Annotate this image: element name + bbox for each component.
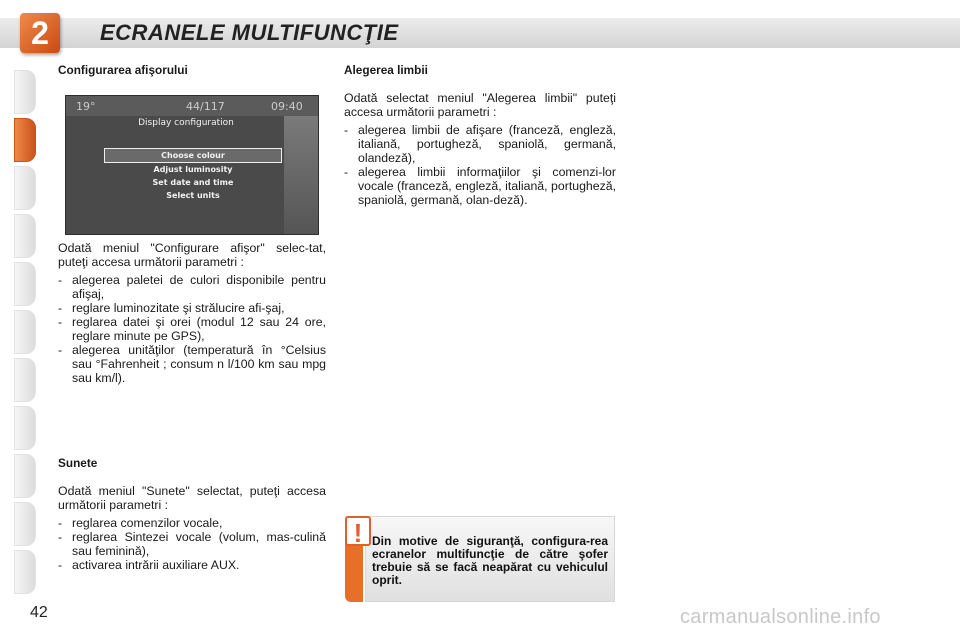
list-item: - activarea intrării auxiliare AUX. xyxy=(58,558,326,572)
config-body xyxy=(58,241,326,385)
screen-status-bar xyxy=(66,96,318,116)
chapter-tab-1[interactable] xyxy=(14,70,36,114)
screen-status: 44/117 xyxy=(186,100,225,113)
chapter-tab-2-active[interactable] xyxy=(14,118,36,162)
screen-clock: 09:40 xyxy=(271,100,303,113)
warning-text: Din motive de siguranţă, configura-rea ecranelor multifuncţie de către şofer trebuie să se facă neapărat cu vehiculul oprit. xyxy=(365,516,615,602)
chapter-tabs xyxy=(14,70,36,598)
sound-list xyxy=(58,516,326,572)
page-number: 42 xyxy=(30,604,48,621)
screen-menu-item: Set date and time xyxy=(152,178,234,187)
display-screenshot xyxy=(65,95,319,235)
page-header xyxy=(0,0,960,52)
page-title: ECRANELE MULTIFUNCŢIE xyxy=(100,20,399,45)
sound-heading: Sunete xyxy=(58,456,98,470)
config-heading: Configurarea afişorului xyxy=(58,63,188,77)
screen-menu-item: Adjust luminosity xyxy=(153,165,233,174)
sound-section xyxy=(58,456,326,572)
config-intro: Odată meniul "Configurare afişor" selec-tat, puteţi accesa următorii parametri : xyxy=(58,241,326,269)
language-list xyxy=(344,123,616,207)
list-item: - reglarea datei şi orei (modul 12 sau 24 ore, reglare minute pe GPS), xyxy=(58,315,326,343)
list-item: - alegerea limbii informaţiilor şi comenzi-lor vocale (franceză, engleză, italiană, portugheză, spaniolă, germană, olan-deză). xyxy=(344,165,616,207)
screen-menu-item: Choose colour xyxy=(104,148,282,163)
safety-warning xyxy=(345,516,615,602)
screen-menu-item: Select units xyxy=(166,191,220,200)
language-section xyxy=(344,63,616,207)
chapter-tab-10[interactable] xyxy=(14,502,36,546)
list-item: - reglare luminozitate şi strălucire afi-şaj, xyxy=(58,301,326,315)
chapter-badge: 2 xyxy=(20,13,60,53)
screen-map-strip xyxy=(284,116,318,234)
chapter-tab-4[interactable] xyxy=(14,214,36,258)
chapter-tab-7[interactable] xyxy=(14,358,36,402)
list-item: - alegerea limbii de afişare (franceză, engleză, italiană, portugheză, spaniolă, germană, olandeză), xyxy=(344,123,616,165)
watermark: carmanualsonline.info xyxy=(680,606,881,628)
chapter-tab-3[interactable] xyxy=(14,166,36,210)
list-item: - reglarea Sintezei vocale (volum, mas-culină sau feminină), xyxy=(58,530,326,558)
list-item: - alegerea paletei de culori disponibile pentru afişaj, xyxy=(58,273,326,301)
screen-temperature: 19° xyxy=(76,100,96,113)
chapter-tab-9[interactable] xyxy=(14,454,36,498)
language-heading: Alegerea limbii xyxy=(344,63,428,77)
list-item: - reglarea comenzilor vocale, xyxy=(58,516,326,530)
chapter-tab-8[interactable] xyxy=(14,406,36,450)
chapter-tab-6[interactable] xyxy=(14,310,36,354)
chapter-tab-11[interactable] xyxy=(14,550,36,594)
chapter-tab-5[interactable] xyxy=(14,262,36,306)
exclamation-icon: ! xyxy=(345,516,371,546)
config-list xyxy=(58,273,326,385)
screen-menu-title: Display configuration xyxy=(138,118,234,128)
screen-menu xyxy=(104,148,282,202)
language-intro: Odată selectat meniul "Alegerea limbii" puteţi accesa următorii parametri : xyxy=(344,91,616,119)
sound-intro: Odată meniul "Sunete" selectat, puteţi accesa următorii parametri : xyxy=(58,484,326,512)
config-heading-block xyxy=(58,63,326,77)
list-item: - alegerea unităţilor (temperatură în °Celsius sau °Fahrenheit ; consum n l/100 km sau mpg sau km/l). xyxy=(58,343,326,385)
